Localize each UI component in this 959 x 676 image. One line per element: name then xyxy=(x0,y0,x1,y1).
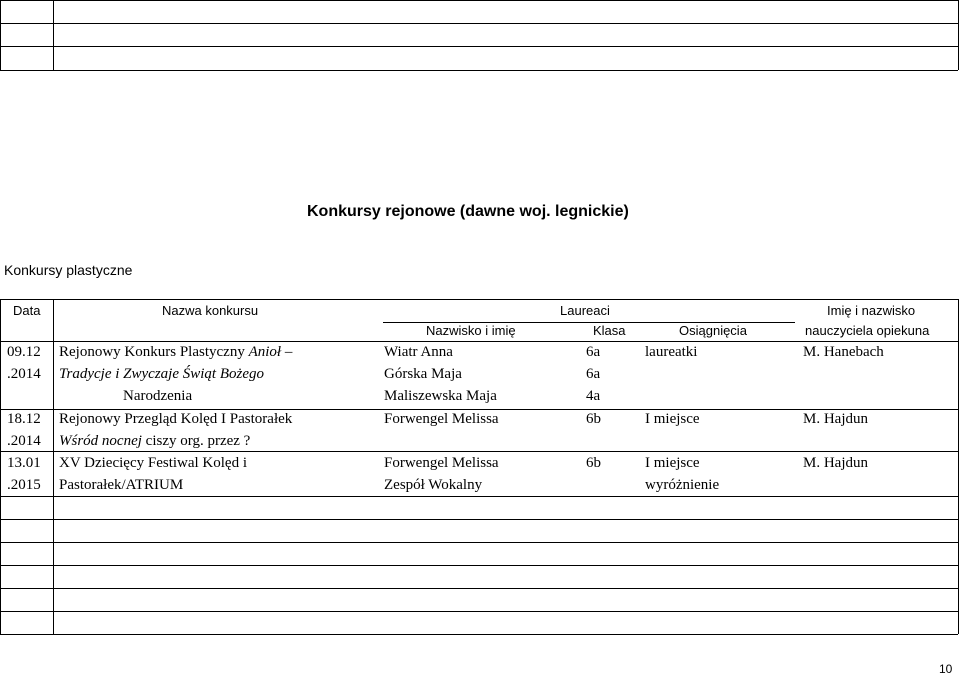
row-achievement: I miejsce xyxy=(645,455,700,471)
row-contest-name: Rejonowy Przegląd Kolęd I Pastorałek xyxy=(59,411,293,427)
rule xyxy=(53,0,54,70)
row-date: 13.01 xyxy=(7,455,41,471)
rule xyxy=(0,565,958,566)
row-teacher: M. Hanebach xyxy=(803,344,884,360)
row-contest-name: Narodzenia xyxy=(123,388,193,404)
rule xyxy=(0,0,958,1)
row-student: Wiatr Anna xyxy=(384,344,453,360)
rule xyxy=(0,70,958,71)
row-contest-name: Rejonowy Konkurs Plastyczny Anioł – xyxy=(59,344,293,360)
row-date: .2014 xyxy=(7,433,41,449)
row-date: 09.12 xyxy=(7,344,41,360)
row-date: .2014 xyxy=(7,366,41,382)
page-number: 10 xyxy=(939,662,953,676)
section-subtitle: Konkursy plastyczne xyxy=(4,262,133,278)
row-class: 6a xyxy=(586,344,601,360)
row-contest-name: XV Dziecięcy Festiwal Kolęd i xyxy=(59,455,248,471)
rule xyxy=(0,611,958,612)
row-student: Forwengel Melissa xyxy=(384,411,499,427)
header-nauczyciel-1: Imię i nazwisko xyxy=(827,303,916,318)
rule xyxy=(0,23,958,24)
row-date: 18.12 xyxy=(7,411,41,427)
rule xyxy=(0,341,958,342)
rule xyxy=(0,496,958,497)
row-student: Zespół Wokalny xyxy=(384,477,483,493)
rule xyxy=(0,588,958,589)
rule xyxy=(53,299,54,634)
row-class: 6b xyxy=(586,411,601,427)
row-achievement: wyróżnienie xyxy=(645,477,720,493)
rule xyxy=(0,634,958,635)
row-date: .2015 xyxy=(7,477,41,493)
row-achievement: I miejsce xyxy=(645,411,700,427)
row-student: Górska Maja xyxy=(384,366,462,382)
row-class: 4a xyxy=(586,388,601,404)
rule xyxy=(0,299,1,634)
header-klasa: Klasa xyxy=(593,323,626,338)
row-student: Maliszewska Maja xyxy=(384,388,497,404)
rule xyxy=(0,299,958,300)
row-contest-name: Pastorałek/ATRIUM xyxy=(59,477,184,493)
page-title: Konkursy rejonowe (dawne woj. legnickie) xyxy=(307,203,629,220)
header-data: Data xyxy=(13,303,41,318)
rule xyxy=(0,46,958,47)
row-teacher: M. Hajdun xyxy=(803,411,868,427)
rule xyxy=(0,0,1,70)
rule xyxy=(0,519,958,520)
header-nazwa: Nazwa konkursu xyxy=(162,303,259,318)
row-teacher: M. Hajdun xyxy=(803,455,868,471)
header-laureaci: Laureaci xyxy=(560,303,610,318)
header-nauczyciel-2: nauczyciela opiekuna xyxy=(805,323,930,338)
row-achievement: laureatki xyxy=(645,344,698,360)
header-osiagniecia: Osiągnięcia xyxy=(679,323,747,338)
row-student: Forwengel Melissa xyxy=(384,455,499,471)
row-class: 6b xyxy=(586,455,601,471)
row-contest-name: Wśród nocnej ciszy org. przez ? xyxy=(59,433,251,449)
rule xyxy=(0,451,958,452)
row-class: 6a xyxy=(586,366,601,382)
row-contest-name: Tradycje i Zwyczaje Świąt Bożego xyxy=(59,366,264,382)
header-nazwisko: Nazwisko i imię xyxy=(426,323,516,338)
rule xyxy=(0,542,958,543)
